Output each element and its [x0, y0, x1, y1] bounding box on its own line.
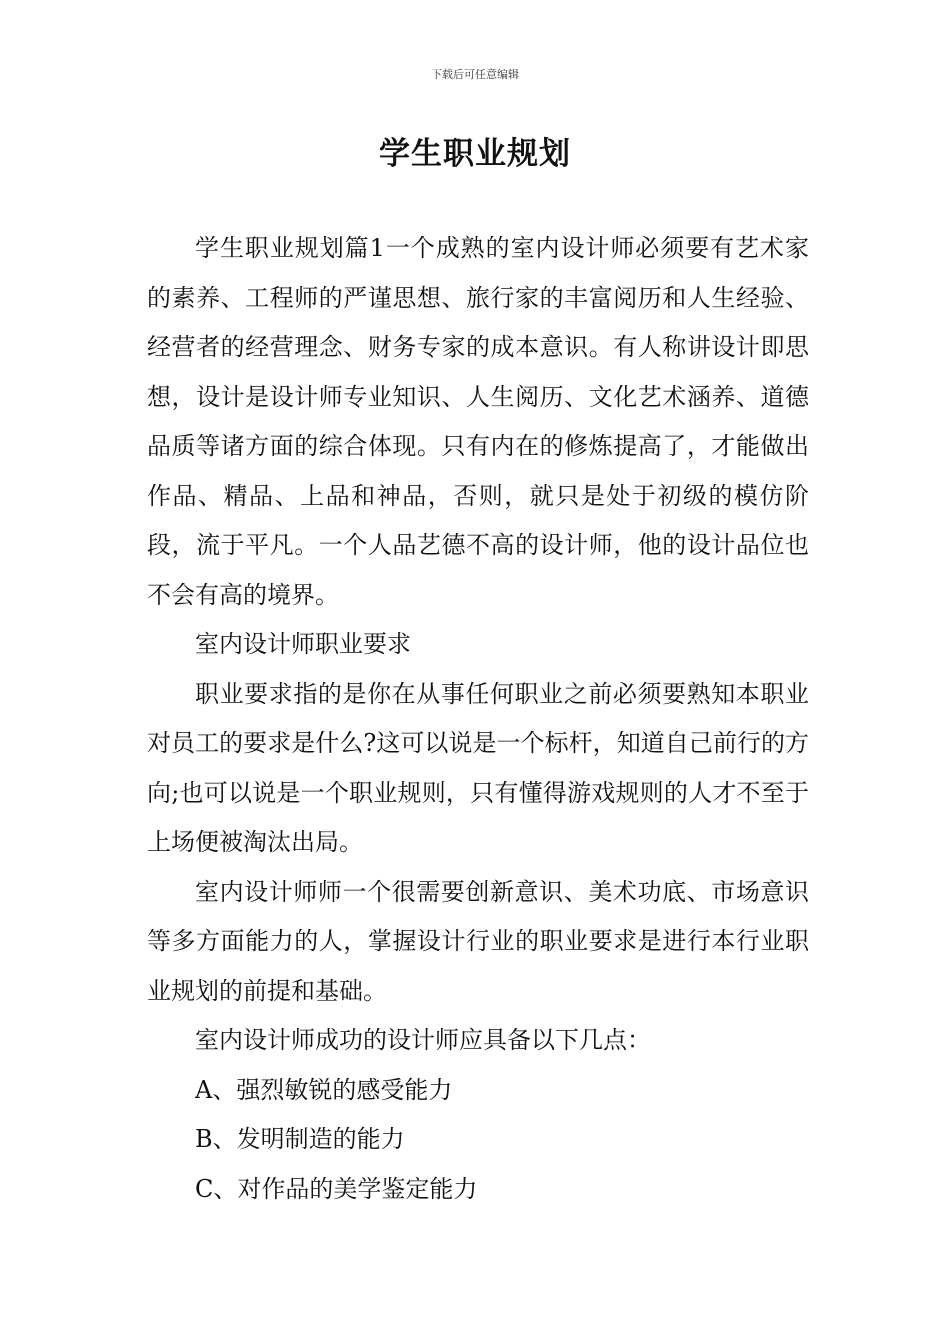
document-body [147, 224, 809, 1214]
paragraph-designer-abilities: 室内设计师师一个很需要创新意识、美术功底、市场意识等多方面能力的人，掌握设计行业的职业要求是进行本行业职业规划的前提和基础。 [147, 877, 809, 1005]
list-item-b: B、发明制造的能力 [195, 1125, 405, 1153]
header-note: 下载后可任意编辑 [431, 68, 519, 81]
list-item-c: C、对作品的美学鉴定能力 [195, 1174, 478, 1203]
paragraph-list-intro: 室内设计师成功的设计师应具备以下几点： [195, 1026, 651, 1054]
paragraph-requirements: 职业要求指的是你在从事任何职业之前必须要熟知本职业对员工的要求是什么?这可以说是一个标杆，知道自己前行的方向;也可以说是一个职业规则，只有懂得游戏规则的人才不至于上场便被淘汰出局。 [147, 679, 809, 856]
list-item-a: A、强烈敏锐的感受能力 [195, 1075, 453, 1104]
section-heading: 室内设计师职业要求 [195, 630, 411, 658]
document-title: 学生职业规划 [379, 136, 571, 172]
paragraph-intro: 学生职业规划篇1一个成熟的室内设计师必须要有艺术家的素养、工程师的严谨思想、旅行家的丰富阅历和人生经验、经营者的经营理念、财务专家的成本意识。有人称讲设计即思想，设计是设计师专业知识、人生阅历、文化艺术涵养、道德品质等诸方面的综合体现。只有内在的修炼提高了，才能做出作品、精品、上品和神品，否则，就只是处于初级的模仿阶段，流于平凡。一个人品艺德不高的设计师，他的设计品位也不会有高的境界。 [147, 234, 809, 609]
